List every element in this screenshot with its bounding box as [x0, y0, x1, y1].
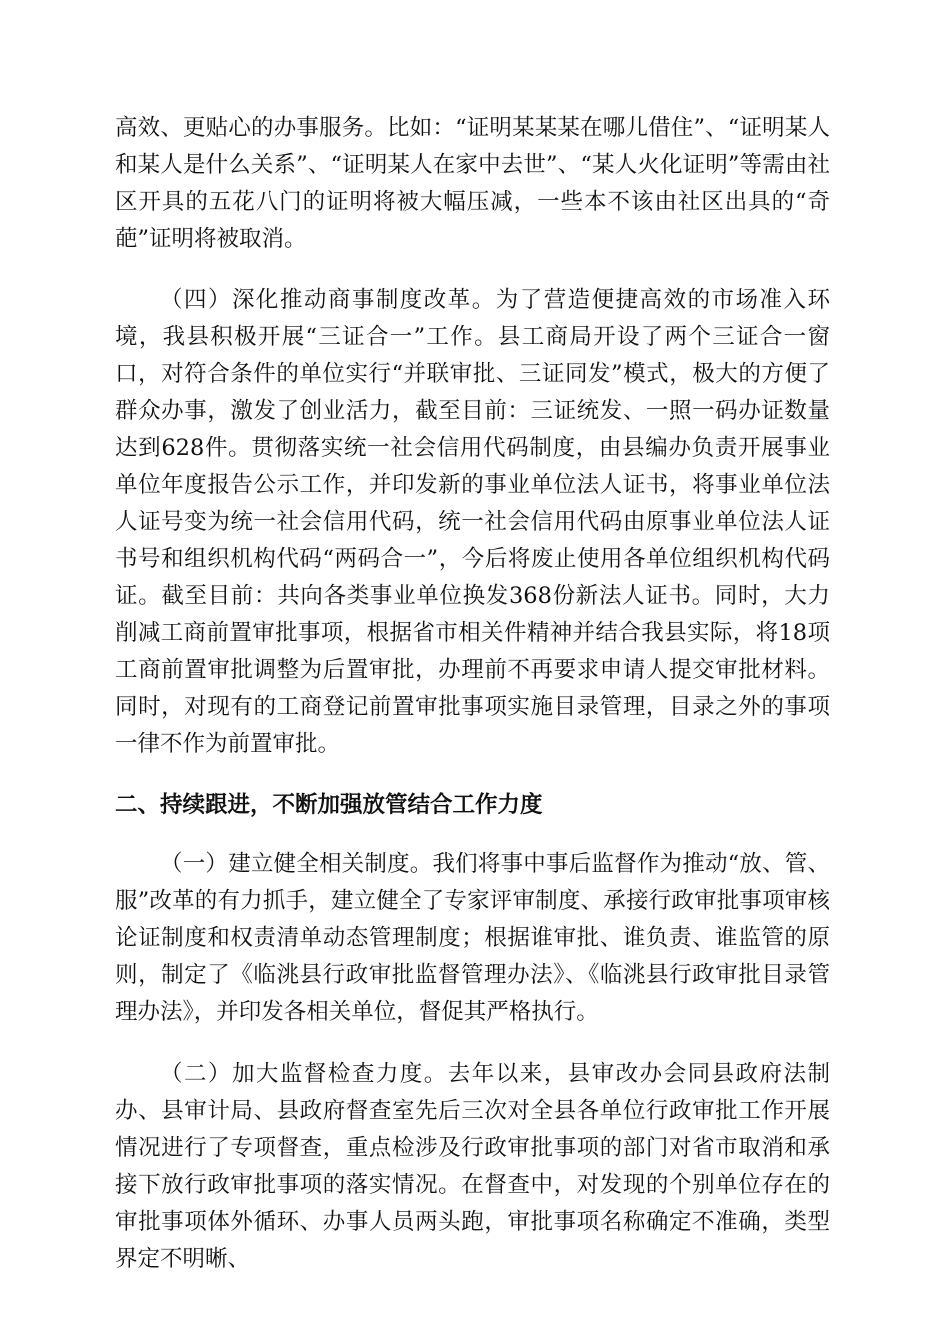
paragraph-services: 高效、更贴心的办事服务。比如：“证明某某某在哪儿借住”、“证明某人和某人是什么关系”、“证明某人在家中去世”、“某人火化证明”等需由社区开具的五花八门的证明将被大幅压减，一些本不该由社区出具的“奇葩”证明将被取消。	[115, 115, 830, 252]
paragraph-supervision: （二）加大监督检查力度。去年以来，县审改办会同县政府法制办、县审计局、县政府督查室先后三次对全县各单位行政审批工作开展情况进行了专项督查，重点检涉及行政审批事项的部门对省市取消和承接下放行政审批事项的落实情况。在督查中，对发现的个别单位存在的审批事项体外循环、办事人员两头跑，审批事项名称确定不准确，类型界定不明晰、	[115, 1061, 830, 1272]
paragraph-system-building: （一）建立健全相关制度。我们将事中事后监督作为推动“放、管、服”改革的有力抓手，建立健全了专家评审制度、承接行政审批事项审核论证制度和权责清单动态管理制度；根据谁审批、谁负责、谁监管的原则，制定了《临洮县行政审批监督管理办法》、《临洮县行政审批目录管理办法》，并印发各相关单位，督促其严格执行。	[115, 851, 830, 1025]
section-heading: 二、持续跟进，不断加强放管结合工作力度	[115, 792, 543, 818]
document-body	[115, 110, 830, 1278]
paragraph-business-reform: （四）深化推动商事制度改革。为了营造便捷高效的市场准入环境，我县积极开展“三证合一”工作。县工商局开设了两个三证合一窗口，对符合条件的单位实行“并联审批、三证同发”模式，极大的方便了群众办事，激发了创业活力，截至目前：三证统发、一照一码办证数量达到628件。贯彻落实统一社会信用代码制度，由县编办负责开展事业单位年度报告公示工作，并印发新的事业单位法人证书，将事业单位法人证号变为统一社会信用代码，统一社会信用代码由原事业单位法人证书号和组织机构代码“两码合一”，今后将废止使用各单位组织机构代码证。截至目前：共向各类事业单位换发368份新法人证书。同时，大力削减工商前置审批事项，根据省市相关件精神并结合我县实际，将18项工商前置审批调整为后置审批，办理前不再要求申请人提交审批材料。同时，对现有的工商登记前置审批事项实施目录管理，目录之外的事项一律不作为前置审批。	[115, 287, 830, 757]
